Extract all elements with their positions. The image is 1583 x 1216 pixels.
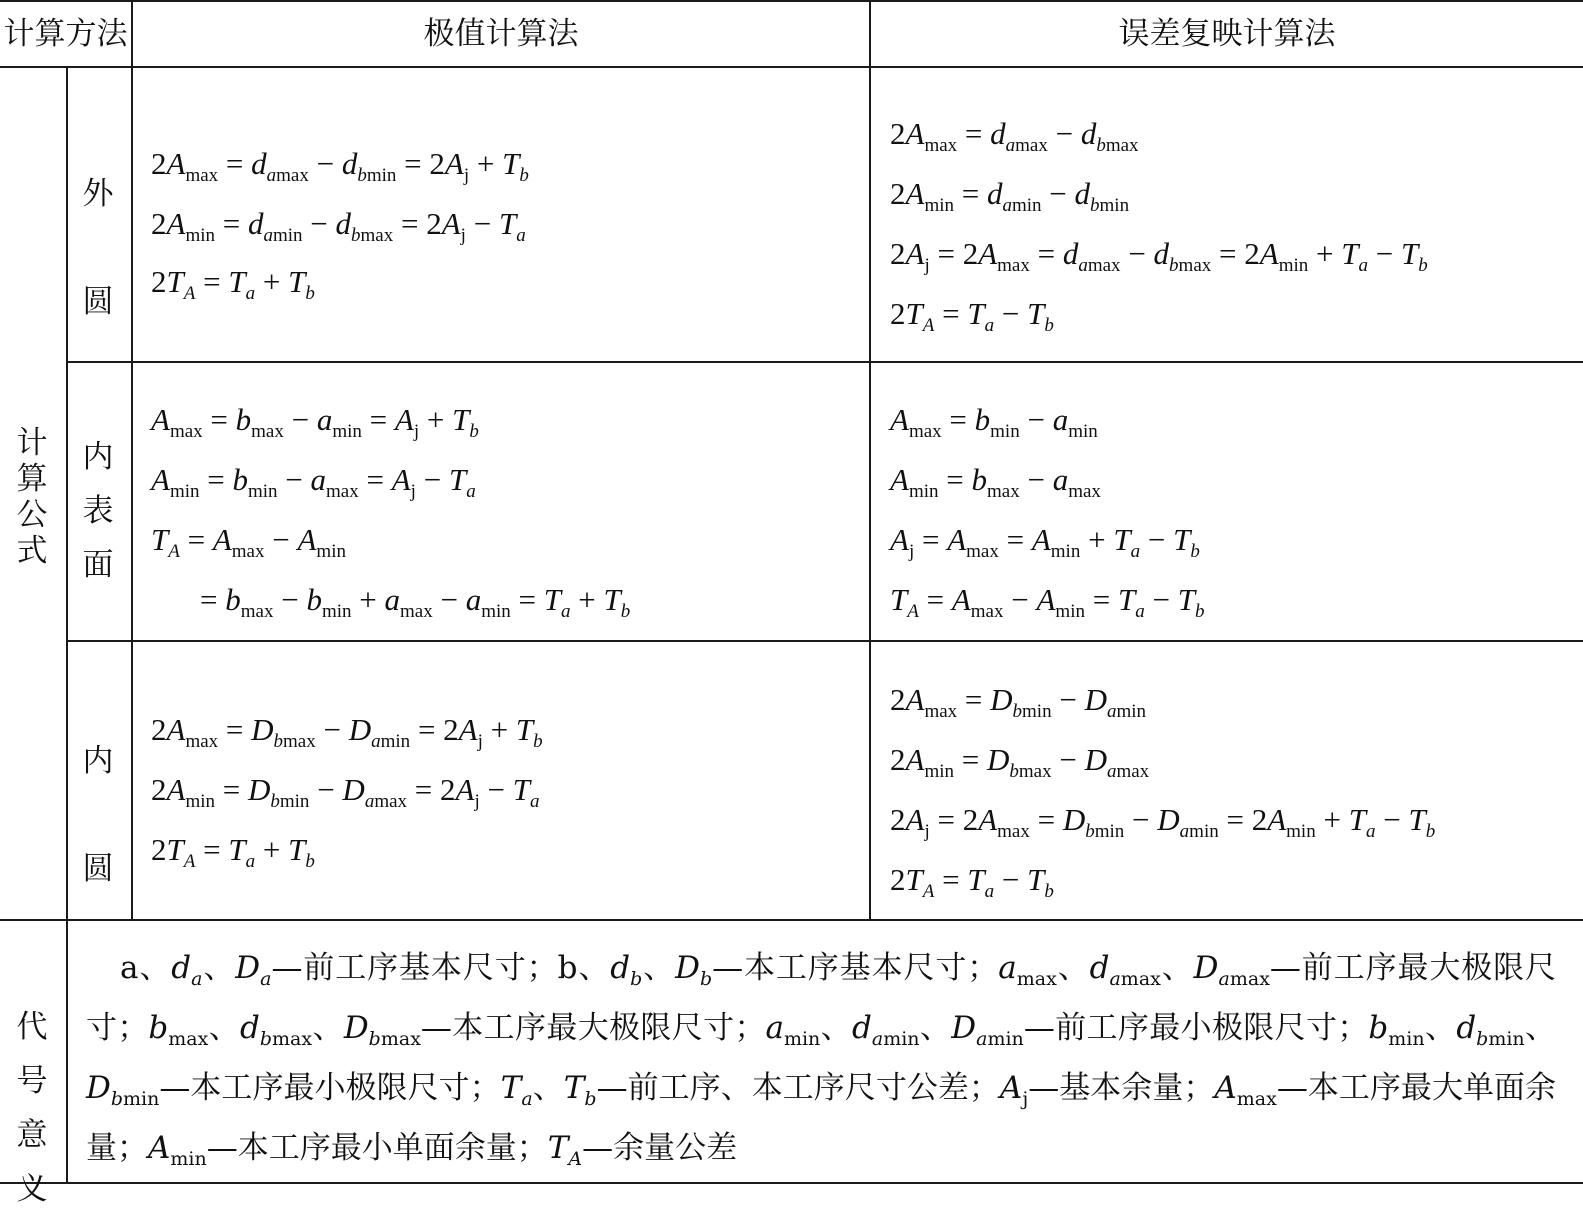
formula-error-row2-line3: $A_j = A_{max} = A_{min} + T_a - T_b$ bbox=[890, 522, 1200, 562]
formula-extreme-row3-line3: $2T_A = T_a + T_b$ bbox=[151, 832, 315, 872]
formula-error-row2-line1: $A_{max} = b_{min} - a_{min}$ bbox=[890, 402, 1098, 442]
formula-error-row3-line2: $2A_{min} = D_{bmax} - D_{amax}$ bbox=[890, 742, 1150, 782]
row-label-outer-circle: 外圆 bbox=[82, 176, 114, 320]
formula-extreme-row2-line1: $A_{max} = b_{max} - a_{min} = A_j + T_b$ bbox=[151, 402, 479, 442]
rule-column-divider bbox=[869, 0, 871, 921]
formula-extreme-row3-line1: $2A_{max} = D_{bmax} - D_{amin} = 2A_j + T_b$ bbox=[151, 712, 543, 752]
rule-formulas-bottom bbox=[0, 919, 1583, 921]
formula-error-row1-line2: $2A_{min} = d_{amin} - d_{bmin}$ bbox=[890, 176, 1130, 216]
formula-error-row1-line1: $2A_{max} = d_{amax} - d_{bmax}$ bbox=[890, 116, 1139, 156]
notes-label: 代号意义 bbox=[16, 1009, 48, 1207]
formula-error-row2-line4: $T_A = A_{max} - A_{min} = T_a - T_b$ bbox=[890, 582, 1205, 622]
formula-error-row3-line4: $2T_A = T_a - T_b$ bbox=[890, 862, 1054, 902]
formula-error-row3-line1: $2A_{max} = D_{bmin} - D_{amin}$ bbox=[890, 682, 1147, 722]
rule-row1-bottom bbox=[66, 361, 1583, 363]
formula-extreme-row1-line3: $2T_A = T_a + T_b$ bbox=[151, 264, 315, 304]
header-extreme-method: 极值计算法 bbox=[423, 16, 579, 52]
formula-error-row1-line3: $2A_j = 2A_{max} = d_{amax} - d_{bmax} = 2A_{min} + T_a - T_b$ bbox=[890, 236, 1428, 276]
formula-group-label: 计算公式 bbox=[16, 425, 48, 569]
formula-extreme-row2-line4: = $b_{max} - b_{min} + a_{max} - a_{min} = T_a + T_b$ bbox=[200, 582, 631, 622]
rule-header-bottom bbox=[0, 66, 1583, 68]
formula-extreme-row1-line2: $2A_{min} = d_{amin} - d_{bmax} = 2A_j - T_a$ bbox=[151, 206, 526, 246]
formula-extreme-row3-line2: $2A_{min} = D_{bmin} - D_{amax} = 2A_j - T_a$ bbox=[151, 772, 540, 812]
row-label-inner-surface: 内表面 bbox=[82, 439, 114, 583]
symbol-definitions bbox=[86, 938, 1556, 1178]
formula-extreme-row1-line1: $2A_{max} = d_{amax} - d_{bmin} = 2A_j + T_b$ bbox=[151, 146, 529, 186]
rule-label-divider bbox=[131, 0, 133, 921]
header-error-method: 误差复映计算法 bbox=[1118, 16, 1336, 52]
row-label-inner-circle: 内圆 bbox=[82, 743, 114, 887]
rule-bottom bbox=[0, 1182, 1583, 1184]
header-method: 计算方法 bbox=[3, 16, 128, 52]
formula-error-row3-line3: $2A_j = 2A_{max} = D_{bmin} - D_{amin} = 2A_{min} + T_a - T_b$ bbox=[890, 802, 1436, 842]
rule-row2-bottom bbox=[66, 640, 1583, 642]
rule-group-divider bbox=[66, 66, 68, 1182]
formula-extreme-row2-line3: $T_A = A_{max} - A_{min}$ bbox=[151, 522, 346, 562]
formula-error-row2-line2: $A_{min} = b_{max} - a_{max}$ bbox=[890, 462, 1101, 502]
symbol-definitions-text: a、$d_a$、$D_a—$前工序基本尺寸；b、$d_b$、$D_b—$本工序基本尺寸；$a_{max}$、$d_{amax}$、$D_{amax}—$前工序最大极限尺寸；$b_{max}$、$d_{bmax}$、$D_{bmax}—$本工序最大极限尺寸；$a_{min}$、$d_{amin}$、$D_{amin}—$前工序最小极限尺寸；$b_{min}$、$d_{bmin}$、$D_{bmin}—$本工序最小极限尺寸；$T_a$、$T_b—$前工序、本工序尺寸公差；$A_j—$基本余量；$A_{max}—$本工序最大单面余量；$A_{min}—$本工序最小单面余量；$T_A—$余量公差 bbox=[86, 950, 1557, 1170]
formula-error-row1-line4: $2T_A = T_a - T_b$ bbox=[890, 296, 1054, 336]
rule-top bbox=[0, 0, 1583, 2]
formula-extreme-row2-line2: $A_{min} = b_{min} - a_{max} = A_j - T_a$ bbox=[151, 462, 476, 502]
